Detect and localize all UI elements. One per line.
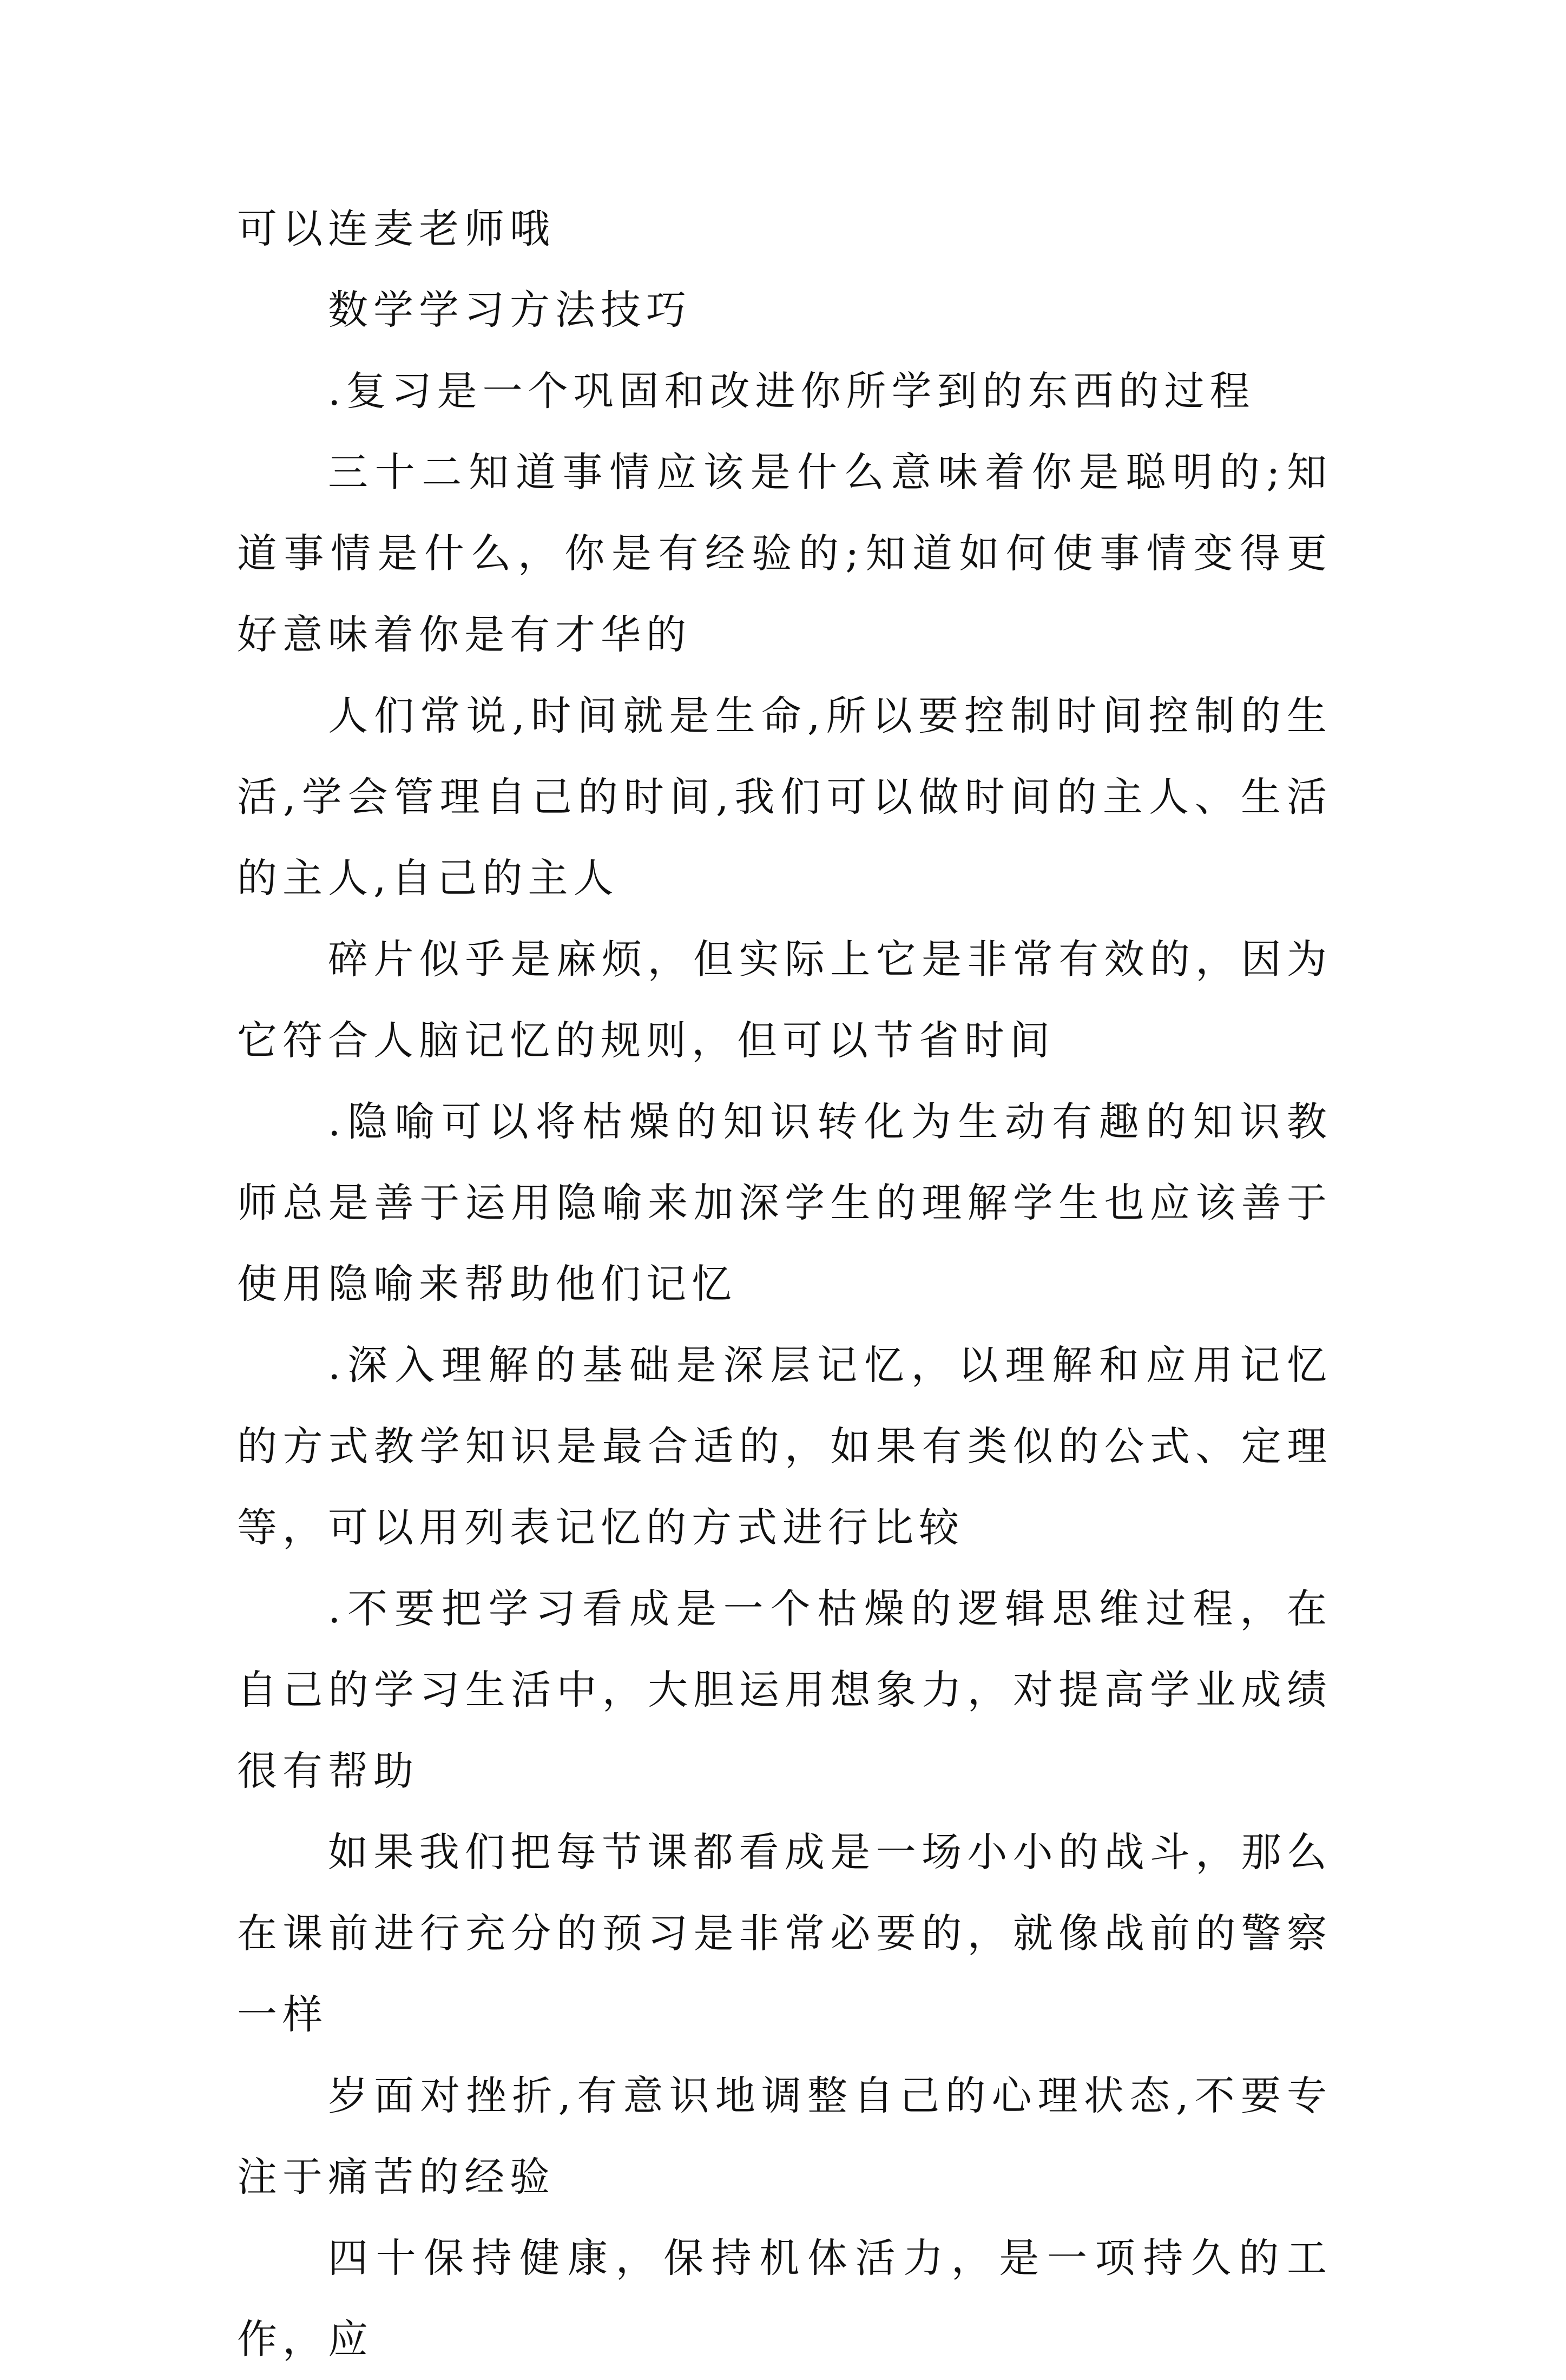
paragraph-6: 碎片似乎是麻烦，但实际上它是非常有效的，因为它符合人脑记忆的规则，但可以节省时间 [237, 936, 1332, 1064]
paragraph-4: 三十二知道事情应该是什么意味着你是聪明的;知道事情是什么，你是有经验的;知道如何使事情变得更好意味着你是有才华的 [237, 449, 1332, 658]
paragraph-1: 可以连麦老师哦 [237, 206, 555, 252]
paragraph-8: .深入理解的基础是深层记忆，以理解和应用记忆的方式教学知识是最合适的，如果有类似的公式、定理等，可以用列表记忆的方式进行比较 [237, 1342, 1332, 1551]
paragraph-10: 如果我们把每节课都看成是一场小小的战斗，那么在课前进行充分的预习是非常必要的，就像战前的警察一样 [237, 1829, 1332, 2038]
paragraph-12: 四十保持健康，保持机体活力，是一项持久的工作，应 [237, 2235, 1332, 2363]
paragraph-7: .隐喻可以将枯燥的知识转化为生动有趣的知识教师总是善于运用隐喻来加深学生的理解学生也应该善于使用隐喻来帮助他们记忆 [237, 1099, 1332, 1307]
paragraph-3: .复习是一个巩固和改进你所学到的东西的过程 [328, 368, 1255, 415]
paragraph-9: .不要把学习看成是一个枯燥的逻辑思维过程，在自己的学习生活中，大胆运用想象力，对提高学业成绩很有帮助 [237, 1586, 1332, 1794]
paragraph-2: 数学学习方法技巧 [328, 287, 692, 333]
paragraph-5: 人们常说,时间就是生命,所以要控制时间控制的生活,学会管理自己的时间,我们可以做时间的主人、生活的主人,自己的主人 [237, 693, 1332, 902]
paragraph-11: 岁面对挫折,有意识地调整自己的心理状态,不要专注于痛苦的经验 [237, 2073, 1332, 2200]
document-body [237, 188, 1332, 2380]
